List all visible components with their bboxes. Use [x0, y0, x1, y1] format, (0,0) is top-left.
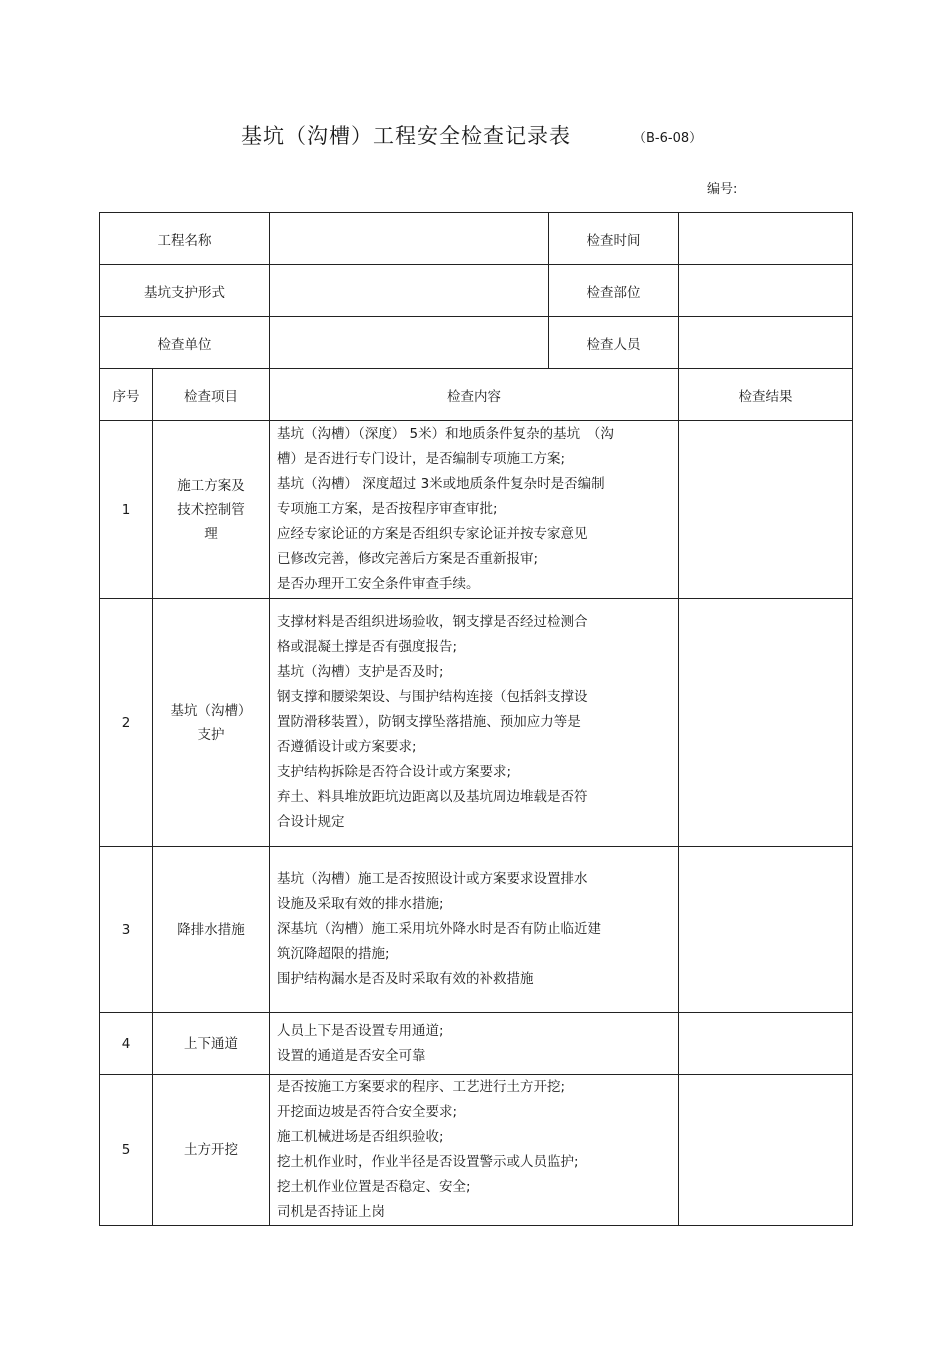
- table-row: [100, 1075, 853, 1226]
- content-line: 挖土机作业时，作业半径是否设置警示或人员监护;: [277, 1154, 579, 1170]
- content-line: 人员上下是否设置专用通道;: [277, 1022, 444, 1039]
- inspect-time-label: 检查时间: [549, 213, 679, 265]
- content-line: 是否按施工方案要求的程序、工艺进行土方开挖;: [277, 1079, 566, 1095]
- row-result-field[interactable]: [679, 421, 853, 599]
- row-item: 上下通道: [153, 1013, 270, 1075]
- row-seq: 4: [100, 1013, 153, 1075]
- project-name-field[interactable]: [270, 213, 549, 265]
- row-content: [270, 421, 679, 599]
- table-row: [100, 421, 853, 599]
- info-row-support: [100, 265, 853, 317]
- support-type-field[interactable]: [270, 265, 549, 317]
- content-line: 司机是否持证上岗: [277, 1204, 385, 1220]
- content-line: 钢支撑和腰梁架设、与围护结构连接（包括斜支撑设: [277, 689, 588, 705]
- serial-number-label: 编号:: [707, 182, 738, 197]
- row-result-field[interactable]: [679, 599, 853, 847]
- content-line: 是否办理开工安全条件审查手续。: [277, 576, 480, 592]
- row-result-field[interactable]: [679, 1075, 853, 1226]
- content-line: 合设计规定: [277, 814, 345, 830]
- row-seq: 3: [100, 847, 153, 1013]
- row-content: [270, 599, 679, 847]
- content-line: 基坑（沟槽）（深度） 5米）和地质条件复杂的基坑 （沟: [277, 426, 614, 442]
- content-line: 设置的通道是否安全可靠: [277, 1047, 426, 1064]
- content-line: 挖土机作业位置是否稳定、安全;: [277, 1179, 471, 1195]
- content-line: 基坑（沟槽） 深度超过 3米或地质条件复杂时是否编制: [277, 476, 605, 492]
- page-title: 基坑（沟槽）工程安全检查记录表: [241, 124, 571, 148]
- row-seq: 5: [100, 1075, 153, 1226]
- content-line: 槽）是否进行专门设计，是否编制专项施工方案;: [277, 451, 566, 467]
- row-seq: 1: [100, 421, 153, 599]
- content-line: 筑沉降超限的措施;: [277, 946, 390, 962]
- inspect-part-field[interactable]: [679, 265, 853, 317]
- content-line: 已修改完善，修改完善后方案是否重新报审;: [277, 551, 539, 567]
- content-line: 基坑（沟槽）支护是否及时;: [277, 664, 444, 680]
- inspect-unit-label: 检查单位: [100, 317, 270, 369]
- content-line: 深基坑（沟槽）施工采用坑外降水时是否有防止临近建: [277, 921, 601, 937]
- row-item: 施工方案及 技术控制管 理: [153, 421, 270, 599]
- support-type-label: 基坑支护形式: [100, 265, 270, 317]
- content-line: 应经专家论证的方案是否组织专家论证并按专家意见: [277, 526, 588, 542]
- content-line: 围护结构漏水是否及时采取有效的补救措施: [277, 971, 534, 987]
- row-seq: 2: [100, 599, 153, 847]
- col-header-result: 检查结果: [679, 369, 853, 421]
- row-item: 基坑（沟槽） 支护: [153, 599, 270, 847]
- inspection-table: [99, 212, 853, 1226]
- row-content: [270, 847, 679, 1013]
- content-line: 施工机械进场是否组织验收;: [277, 1129, 444, 1145]
- info-row-unit: [100, 317, 853, 369]
- inspector-label: 检查人员: [549, 317, 679, 369]
- content-line: 专项施工方案，是否按程序审查审批;: [277, 501, 498, 517]
- title-row: [0, 120, 950, 152]
- row-item: 降排水措施: [153, 847, 270, 1013]
- inspect-unit-field[interactable]: [270, 317, 549, 369]
- col-header-seq: 序号: [100, 369, 153, 421]
- content-line: 支撑材料是否组织进场验收，钢支撑是否经过检测合: [277, 614, 588, 630]
- content-line: 设施及采取有效的排水措施;: [277, 896, 444, 912]
- table-row: [100, 599, 853, 847]
- content-line: 格或混凝土撑是否有强度报告;: [277, 639, 458, 655]
- inspect-time-field[interactable]: [679, 213, 853, 265]
- content-line: 否遵循设计或方案要求;: [277, 739, 417, 755]
- content-line: 开挖面边坡是否符合安全要求;: [277, 1104, 458, 1120]
- table-row: [100, 847, 853, 1013]
- row-result-field[interactable]: [679, 1013, 853, 1075]
- row-content: [270, 1075, 679, 1226]
- content-line: 弃土、料具堆放距坑边距离以及基坑周边堆载是否符: [277, 789, 588, 805]
- inspect-part-label: 检查部位: [549, 265, 679, 317]
- project-name-label: 工程名称: [100, 213, 270, 265]
- row-result-field[interactable]: [679, 847, 853, 1013]
- info-row-project: [100, 213, 853, 265]
- table-row: [100, 1013, 853, 1075]
- row-content: [270, 1013, 679, 1075]
- column-header-row: [100, 369, 853, 421]
- col-header-item: 检查项目: [153, 369, 270, 421]
- content-line: 支护结构拆除是否符合设计或方案要求;: [277, 764, 512, 780]
- content-line: 置防滑移装置），防钢支撑坠落措施、预加应力等是: [277, 714, 581, 730]
- col-header-content: 检查内容: [270, 369, 679, 421]
- content-line: 基坑（沟槽）施工是否按照设计或方案要求设置排水: [277, 871, 588, 887]
- inspector-field[interactable]: [679, 317, 853, 369]
- form-code: （B-6-08）: [633, 131, 703, 146]
- row-item: 土方开挖: [153, 1075, 270, 1226]
